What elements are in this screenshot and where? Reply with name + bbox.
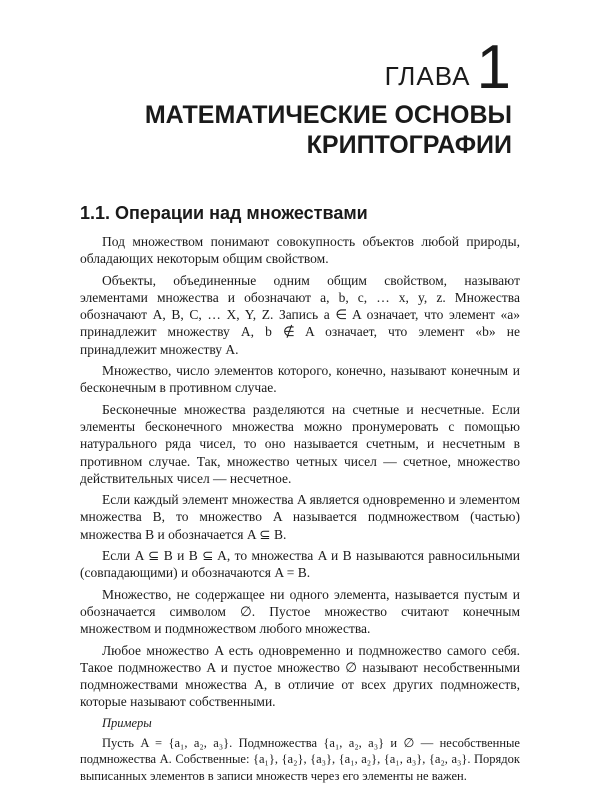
chapter-label [384, 33, 512, 102]
examples-text: Пусть A = {a₁, a₂, a₃}. Подмножества {a₁, a₂, a₃} и ∅ — несобственные подмножества A. Собственные: {a₁}, {a₂}, {a₃}, {a₁, a₂}, {a₁, a₃}, {a₂, a₃}. Порядок выписанных элементов в записи множеств через его элементы не важен. [80, 736, 520, 783]
paragraph: Любое множество A есть одновременно и подмножество самого себя. Такое подмножество A и пустое множество ∅ называют несобственными подмножествами множества A, в отличие от всех других подмножеств, которые называют собственными. [80, 642, 520, 710]
paragraph: Если каждый элемент множества A является одновременно и элементом множества B, то множество A называется подмножеством (частью) множества B и обозначается A ⊆ B. [80, 492, 520, 542]
chapter-title-line-2: КРИПТОГРАФИИ [306, 131, 512, 159]
examples-block [80, 715, 520, 784]
chapter-word: ГЛАВА [384, 61, 471, 91]
paragraph: Множество, не содержащее ни одного элемента, называется пустым и обозначается символом ∅. Пустое множество считают конечным множеством и подмножеством любого множества. [80, 586, 520, 637]
paragraph: Если A ⊆ B и B ⊆ A, то множества A и B называются равносильными (совпадающими) и обозначаются A = B. [80, 548, 520, 581]
body-text [80, 233, 520, 788]
paragraph: Множество, число элементов которого, конечно, называют конечным и бесконечным в противном случае. [80, 363, 520, 396]
chapter-number: 1 [476, 33, 512, 102]
chapter-title-line-1: МАТЕМАТИЧЕСКИЕ ОСНОВЫ [144, 101, 512, 129]
paragraph: Объекты, объединенные одним общим свойством, называют элементами множества и обозначают a, b, c, … x, y, z. Множества обозначают A, B, C, … X, Y, Z. Запись a ∈ A означает, что элемент «a» принадлежит множеству A, b ∉ A означает, что элемент «b» не принадлежит множеству A. [80, 272, 520, 357]
chapter-title [72, 100, 512, 160]
section-heading: 1.1. Операции над множествами [80, 203, 368, 223]
examples-label: Примеры [102, 715, 152, 730]
paragraph: Под множеством понимают совокупность объектов любой природы, обладающих некоторым общим свойством. [80, 234, 520, 267]
paragraph: Бесконечные множества разделяются на счетные и несчетные. Если элементы бесконечного множества можно пронумеровать с помощью натурального ряда чисел, то оно называется счетным, и несчетным в противном случае. Так, множество четных чисел — счетное, множество действительных чисел — несчетное. [80, 401, 520, 486]
